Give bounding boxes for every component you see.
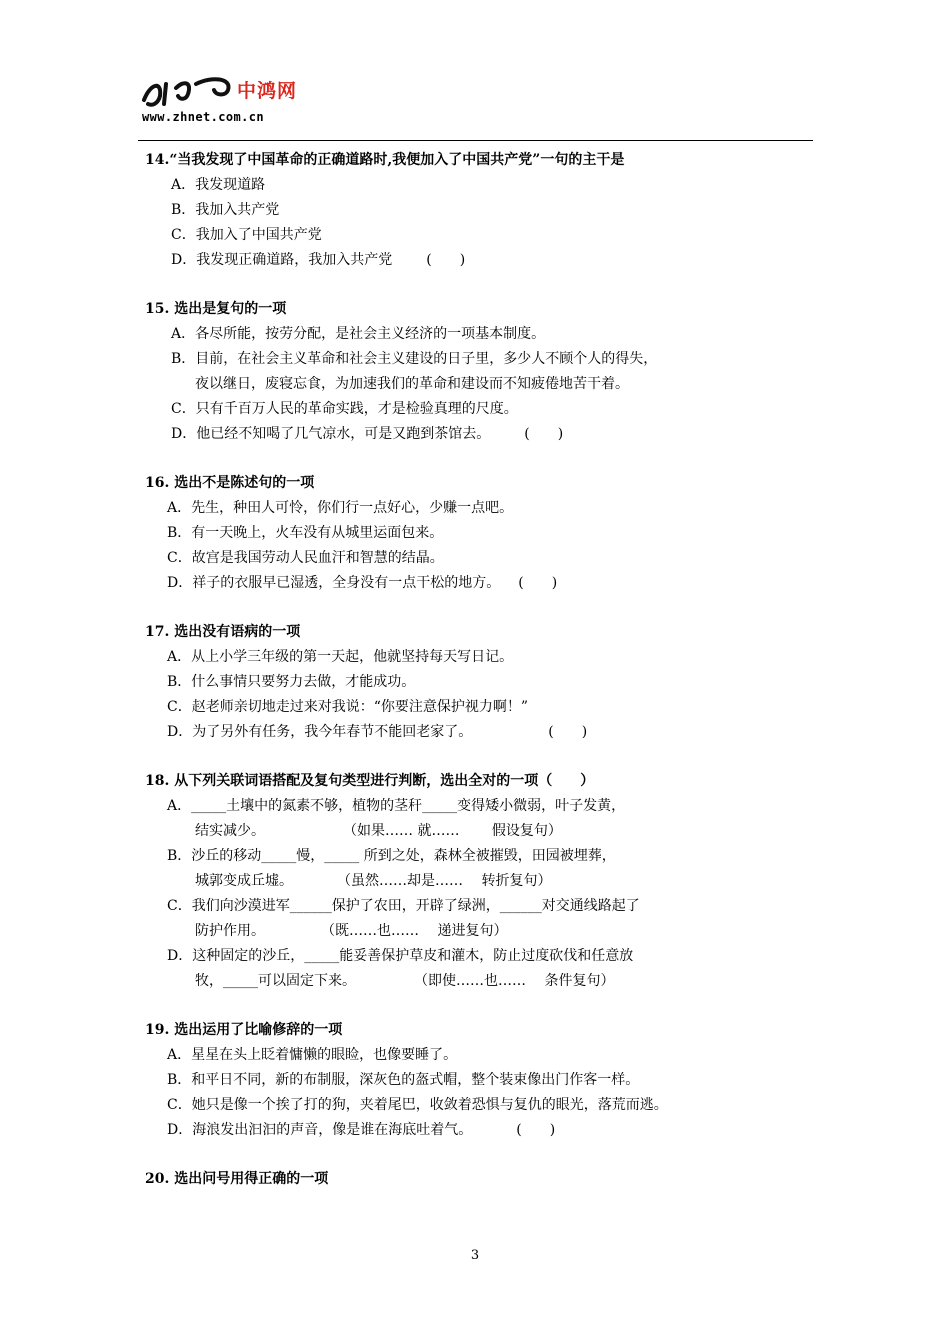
option-c: C．只有千百万人民的革命实践，才是检验真理的尺度。 (171, 401, 518, 417)
answer-blank: ( ) (548, 724, 588, 740)
option-a: A．先生，种田人可怜，你们行一点好心，少赚一点吧。 (167, 500, 514, 516)
continuation-text: 城郭变成丘墟。 (195, 873, 293, 889)
question-16 (145, 471, 815, 596)
question-title: 16. 选出不是陈述句的一项 (145, 475, 315, 491)
question-14 (145, 148, 815, 273)
question-title: 15. 选出是复句的一项 (145, 301, 287, 317)
option-b: B．目前，在社会主义革命和社会主义建设的日子里，多少人不顾个人的得失， (171, 351, 658, 367)
option-d: D．这种固定的沙丘，_____能妥善保护草皮和灌木，防止过度砍伐和任意放 (167, 948, 634, 964)
option-b-continuation (145, 869, 815, 894)
option-text: D．海浪发出汩汩的声音，像是谁在海底吐着气。 (167, 1122, 473, 1138)
option-c: C．赵老师亲切地走过来对我说：“你要注意保护视力啊！” (167, 699, 529, 715)
option-c: C．她只是像一个挨了打的狗，夹着尾巴，收敛着恐惧与复仇的眼光，落荒而逃。 (167, 1097, 668, 1113)
question-18 (145, 769, 815, 994)
question-title: 17. 选出没有语病的一项 (145, 624, 301, 640)
option-b: B．我加入共产党 (171, 202, 280, 218)
question-list (145, 148, 815, 1192)
question-title: 20. 选出问号用得正确的一项 (145, 1171, 329, 1187)
option-b: B．沙丘的移动_____慢，_____ 所到之处，森林全被摧毁，田园被埋葬， (167, 848, 616, 864)
option-text: D．我发现正确道路，我加入共产党 (171, 252, 393, 268)
option-a: A．星星在头上眨着慵懒的眼睑，也像要睡了。 (167, 1047, 458, 1063)
option-b: B．什么事情只要努力去做，才能成功。 (167, 674, 416, 690)
option-b: B．和平日不同，新的布制服，深灰色的盔式帽，整个装束像出门作客一样。 (167, 1072, 640, 1088)
question-title: 14.“当我发现了中国革命的正确道路时,我便加入了中国共产党”一句的主干是 (145, 152, 625, 168)
question-20 (145, 1167, 815, 1192)
option-text: D．他已经不知喝了几气凉水，可是又跑到茶馆去。 (171, 426, 491, 442)
option-text: D．为了另外有任务，我今年春节不能回老家了。 (167, 724, 473, 740)
option-a: A．各尽所能，按劳分配，是社会主义经济的一项基本制度。 (171, 326, 546, 342)
option-hint: （虽然……却是…… 转折复句） (337, 873, 552, 889)
option-d (145, 720, 815, 745)
answer-blank: ( ) (524, 426, 564, 442)
option-text: D．祥子的衣服早已湿透，全身没有一点干松的地方。 (167, 575, 501, 591)
option-d (145, 422, 815, 447)
option-d (145, 571, 815, 596)
option-c: C．我们向沙漠进军______保护了农田，开辟了绿洲，______对交通线路起了 (167, 898, 640, 914)
page-number: 3 (470, 1248, 480, 1263)
option-hint: （即使……也…… 条件复句） (414, 973, 615, 989)
question-title: 19. 选出运用了比喻修辞的一项 (145, 1022, 343, 1038)
question-title: 18. 从下列关联词语搭配及复句类型进行判断，选出全对的一项（ ） (145, 773, 595, 789)
option-a: A．_____土壤中的氮素不够，植物的茎秆_____变得矮小微弱，叶子发黄， (167, 798, 626, 814)
option-a-continuation (145, 819, 815, 844)
answer-blank: ( ) (426, 252, 466, 268)
continuation-text: 防护作用。 (195, 923, 265, 939)
option-a: A．我发现道路 (171, 177, 266, 193)
option-d (145, 248, 815, 273)
option-b-continuation: 夜以继日，废寝忘食，为加速我们的革命和建设而不知疲倦地苦干着。 (195, 376, 629, 392)
logo-brand-text: 中鸿网 (237, 80, 298, 102)
continuation-text: 结实减少。 (195, 823, 265, 839)
answer-blank: ( ) (516, 1122, 556, 1138)
option-hint: （既……也…… 递进复句） (321, 923, 508, 939)
answer-blank: ( ) (518, 575, 558, 591)
header-divider (138, 140, 813, 141)
option-c: C．我加入了中国共产党 (171, 227, 322, 243)
option-d-continuation (145, 969, 815, 994)
option-c-continuation (145, 919, 815, 944)
option-a: A．从上小学三年级的第一天起，他就坚持每天写日记。 (167, 649, 514, 665)
option-d (145, 1118, 815, 1143)
logo-url: www.zhnet.com.cn (142, 110, 264, 124)
option-b: B．有一天晚上，火车没有从城里运面包来。 (167, 525, 444, 541)
continuation-text: 牧，_____可以固定下来。 (195, 973, 356, 989)
question-19 (145, 1018, 815, 1143)
option-c: C．故宫是我国劳动人民血汗和智慧的结晶。 (167, 550, 444, 566)
option-hint: （如果…… 就…… 假设复句） (343, 823, 562, 839)
question-15 (145, 297, 815, 447)
question-17 (145, 620, 815, 745)
